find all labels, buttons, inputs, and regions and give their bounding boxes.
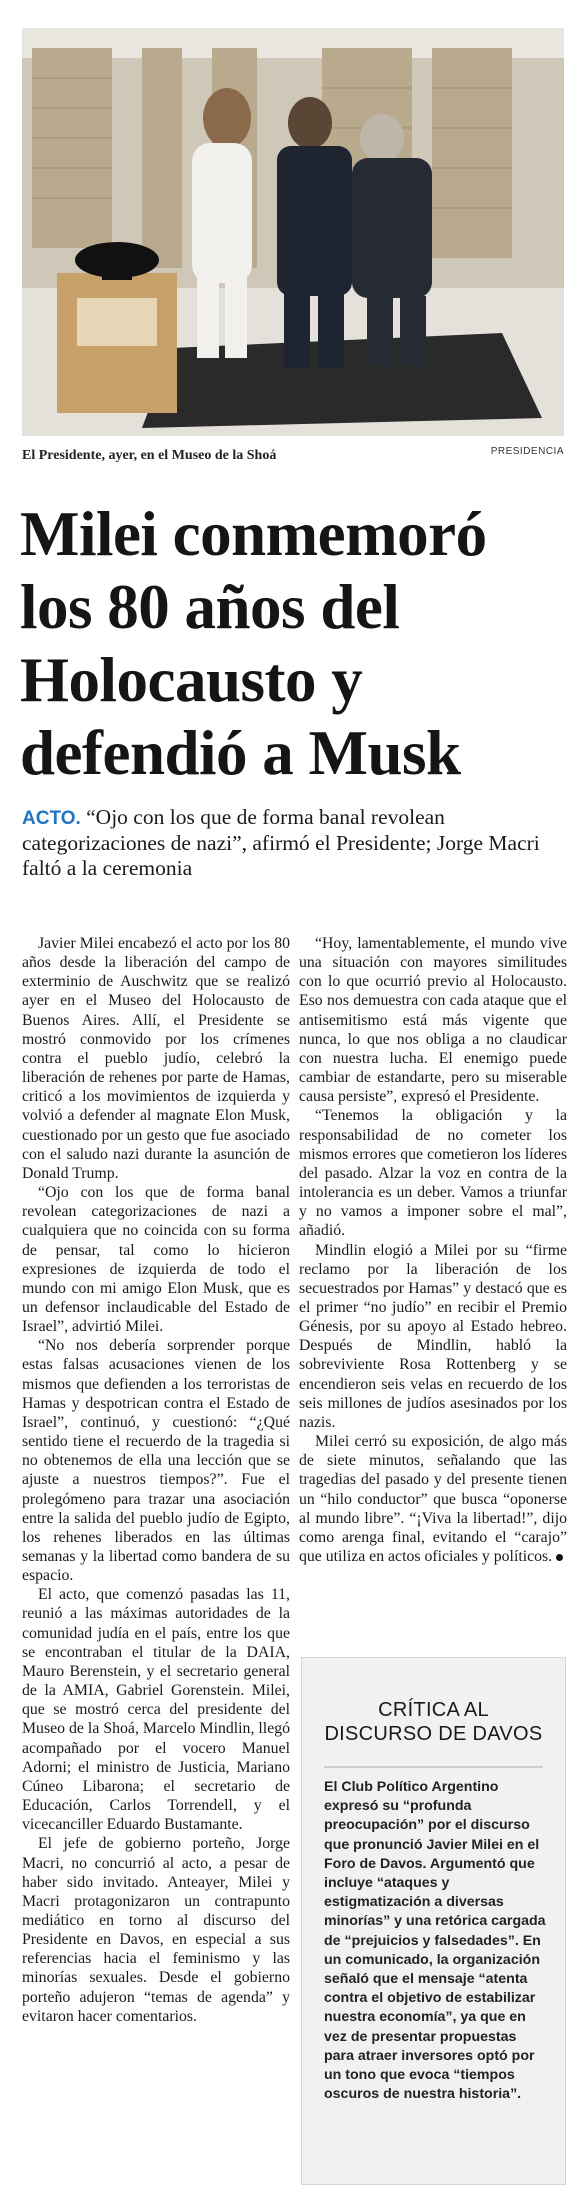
body-paragraph: “Tenemos la obligación y la responsabilidad de no cometer los mismos errores que cometieron los líderes del pasado. Alzar la voz en contra de la intolerancia es un deber. Vamos a triunfar y no vamos a imponer sobre el mal”, añadió.	[299, 1107, 567, 1240]
headline-line: Milei conmemoró	[20, 499, 487, 569]
sidebar-title-line: CRÍTICA AL	[378, 1699, 489, 1721]
headline-line: defendió a Musk	[20, 718, 461, 788]
photo-caption	[22, 444, 564, 462]
sidebar-text: El Club Político Argentino expresó su “profunda preocupación” por el discurso que pronunció Javier Milei en el Foro de Davos. Argumentó que incluye “ataques y estigmatización a diversas minorías” y una retórica cargada de “prejuicios y falsedades”. En un comunicado, la organización señaló que el mensaje “atenta contra el objetivo de estabilizar nuestra economía”, ya que en vez de presentar propuestas para atraer inversores optó por un tono que evoca “tiempos oscuros de nuestra historia”.	[324, 1779, 546, 2103]
headline-line: Holocausto y	[20, 645, 363, 715]
body-paragraph: El acto, que comenzó pasadas las 11, reunió a las máximas autoridades de la comunidad judía en el país, entre los que se encontraban el titular de la DAIA, Mauro Berenstein, y el secretario general de la AMIA, Gabriel Gorenstein. Milei, que se mostró cerca del presidente del Museo de la Shoá, Marcelo Mindlin, llegó acompañado por el vocero Manuel Adorni; el ministro de Justicia, Mariano Cúneo Libarona; el secretario de Educación, Carlos Torrendell, y el vicecanciller Eduardo Bustamante.	[22, 1586, 290, 1834]
caption-text: El Presidente, ayer, en el Museo de la Shoá	[22, 448, 277, 463]
sidebar-title-line: DISCURSO DE DAVOS	[324, 1723, 543, 1745]
body-paragraph: “Hoy, lamentablemente, el mundo vive una situación con mayores similitudes con lo que ocurrió previo al Holocausto. Eso nos demuestra con cada ataque que el antisemitismo está más vigente que nunca, lo que nos obliga a no claudicar con nuestra lucha. El enemigo puede cambiar de estandarte, pero su miserable causa persiste”, expresó el Presidente.	[299, 935, 567, 1106]
headline-line: los 80 años del	[20, 572, 400, 642]
headline	[20, 498, 565, 790]
body-paragraph: Mindlin elogió a Milei por su “firme reclamo por la liberación de los secuestrados por Hamas” y destacó que es el primer “no judío” en recibir el Premio Génesis, por su apoyo al Estado hebreo. Después de Mindlin, habló la sobreviviente Rosa Rottenberg y se encendieron seis velas en recuerdo de los seis millones de judíos asesinados por los nazis.	[299, 1241, 567, 1431]
body-column-right	[299, 934, 567, 1566]
dek	[22, 805, 567, 881]
end-mark-icon	[556, 1554, 563, 1561]
dek-text: “Ojo con los que de forma banal revolean categorizaciones de nazi”, afirmó el Presidente; Jorge Macri faltó a la ceremonia	[22, 805, 540, 880]
photo-credit: PRESIDENCIA	[490, 446, 564, 457]
sidebar-box	[301, 1657, 566, 2185]
body-paragraph: Javier Milei encabezó el acto por los 80 años desde la liberación del campo de exterminio de Auschwitz que se realizó ayer en el Museo del Holocausto de Buenos Aires. Allí, el Presidente se mostró conmovido por los crímenes contra el pueblo judío, celebró la liberación de rehenes por parte de Hamas, criticó a los movimientos de izquierda y volvió a defender al magnate Elon Musk, cuestionado por un gesto que fue asociado con el saludo nazi durante la asunción de Donald Trump.	[22, 935, 290, 1182]
sidebar-title	[302, 1698, 565, 1746]
news-photo	[22, 28, 564, 436]
body-column-left	[22, 934, 290, 2026]
body-paragraph-text: Milei cerró su exposición, de algo más de siete minutos, señalando que las tragedias del pasado y del presente tienen un “hilo conductor” que busca “oponerse al mundo libre”. “¡Viva la libertad!”, dijo como arenga final, evitando el “carajo” que utiliza en actos oficiales y políticos.	[299, 1433, 567, 1565]
body-paragraph: “No nos debería sorprender porque estas falsas acusaciones vienen de los mismos que defienden a los terroristas de Hamas y despotrican contra el Estado de Israel”, continuó, y cuestionó: “¿Qué sentido tiene el recuerdo de la tragedia si no obtenemos de ella una lección que se ajuste a nuestros tiempos?”. Fue el prolegómeno para trazar una asociación entre la salida del pueblo judío de Egipto, los rehenes liberados en las últimas semanas y la libertad como bandera de su espacio.	[22, 1337, 290, 1585]
body-paragraph: El jefe de gobierno porteño, Jorge Macri, no concurrió al acto, a pesar de haber sido invitado. Anteayer, Milei y Macri protagonizaron un contrapunto mediático en torno al discurso del Presidente en Davos, en especial a sus referencias hacia el feminismo y las minorías sexuales. Desde el gobierno porteño adujeron “temas de agenda” y evitaron hacer comentarios.	[22, 1835, 290, 2025]
body-paragraph-last	[299, 1432, 567, 1566]
photo-museum-shoa-icon	[22, 28, 564, 436]
body-paragraph: “Ojo con los que de forma banal revolean categorizaciones de nazi a cualquiera que no coincida con su forma de pensar, tal como lo hicieron expresiones de izquierda de todo el mundo con mi amigo Elon Musk, que es un defensor inclaudicable del Estado de Israel”, advirtió Milei.	[22, 1184, 290, 1336]
sidebar-divider	[324, 1766, 543, 1768]
kicker: ACTO.	[22, 808, 81, 829]
